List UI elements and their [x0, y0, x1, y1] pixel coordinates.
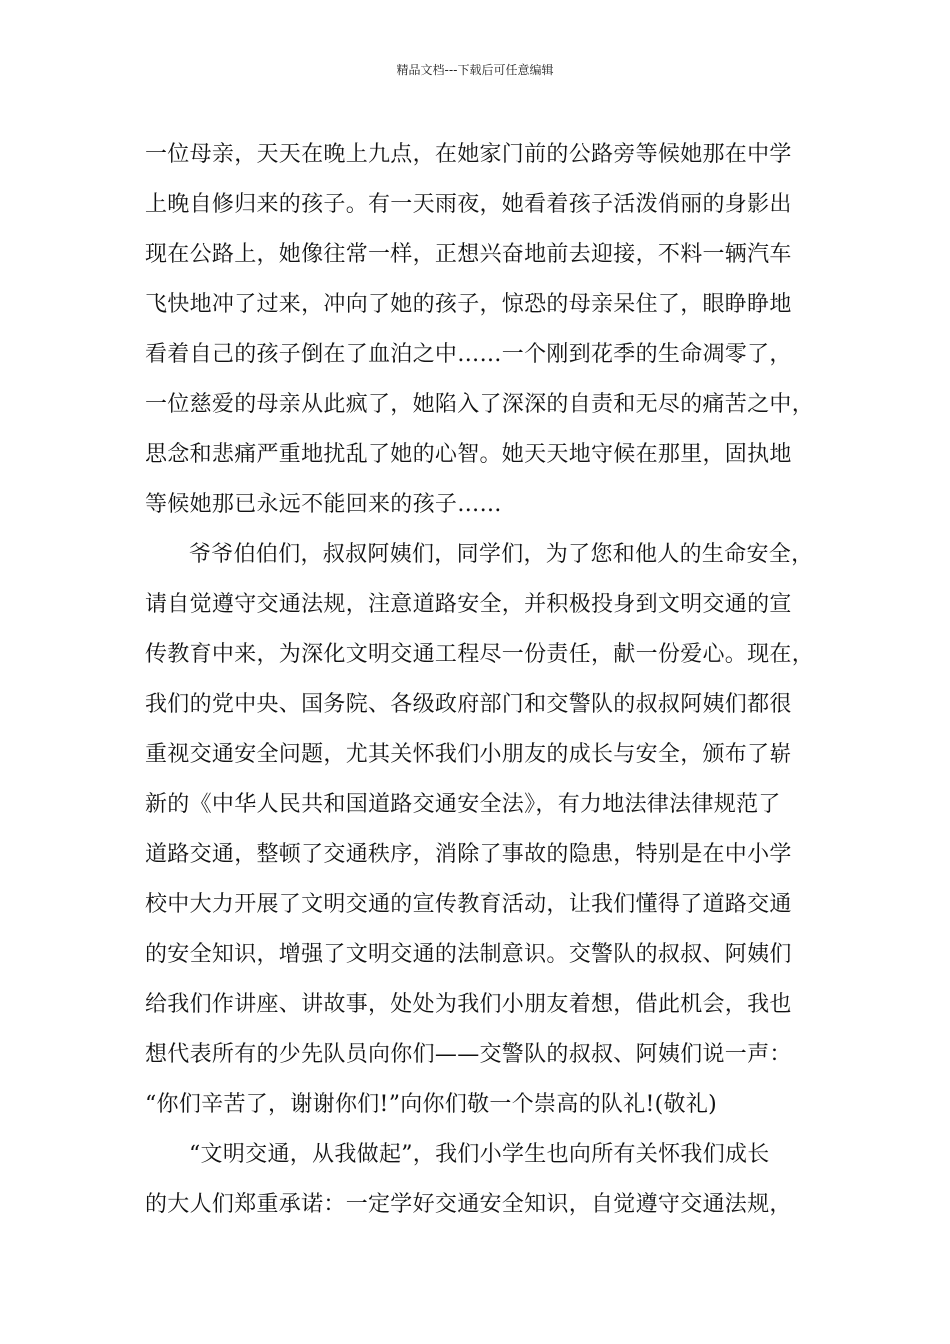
text-line: 重视交通安全问题，尤其关怀我们小朋友的成长与安全，颁布了崭	[145, 742, 792, 767]
text-line: 一位母亲，天天在晚上九点，在她家门前的公路旁等候她那在中学	[145, 142, 792, 167]
text-line: 请自觉遵守交通法规，注意道路安全，并积极投身到文明交通的宣	[145, 592, 792, 617]
text-line: 的安全知识，增强了文明交通的法制意识。交警队的叔叔、阿姨们	[145, 942, 792, 967]
text-line: 一位慈爱的母亲从此疯了，她陷入了深深的自责和无尽的痛苦之中，	[145, 392, 815, 417]
text-line: “你们辛苦了，谢谢你们!”向你们敬一个崇高的队礼!(敬礼)	[145, 1092, 718, 1117]
text-line: 校中大力开展了文明交通的宣传教育活动，让我们懂得了道路交通	[145, 892, 792, 917]
text-line: 等候她那已永远不能回来的孩子……	[145, 492, 502, 517]
text-line: 传教育中来，为深化文明交通工程尽一份责任，献一份爱心。现在，	[145, 642, 815, 667]
paragraph-start-line: “文明交通，从我做起”，我们小学生也向所有关怀我们成长	[189, 1142, 770, 1167]
text-line: 飞快地冲了过来，冲向了她的孩子，惊恐的母亲呆住了，眼睁睁地	[145, 292, 792, 317]
text-line: 上晚自修归来的孩子。有一天雨夜，她看着孩子活泼俏丽的身影出	[145, 192, 792, 217]
text-line: 现在公路上，她像往常一样，正想兴奋地前去迎接，不料一辆汽车	[145, 242, 792, 267]
body-text	[145, 130, 825, 1230]
text-line: 思念和悲痛严重地扰乱了她的心智。她天天地守候在那里，固执地	[145, 442, 792, 467]
text-line: 道路交通，整顿了交通秩序，消除了事故的隐患，特别是在中小学	[145, 842, 792, 867]
text-line: 想代表所有的少先队员向你们——交警队的叔叔、阿姨们说一声：	[145, 1042, 792, 1067]
paragraph-start-line: 爷爷伯伯们，叔叔阿姨们，同学们，为了您和他人的生命安全，	[189, 542, 814, 567]
text-line: 我们的党中央、国务院、各级政府部门和交警队的叔叔阿姨们都很	[145, 692, 792, 717]
page-header: 精品文档---下载后可任意编辑	[396, 63, 554, 77]
text-line: 新的《中华人民共和国道路交通安全法》，有力地法律法律规范了	[145, 792, 781, 817]
text-line: 看着自己的孩子倒在了血泊之中……一个刚到花季的生命凋零了，	[145, 342, 792, 367]
text-line: 的大人们郑重承诺：一定学好交通安全知识，自觉遵守交通法规，	[145, 1192, 792, 1217]
text-line: 给我们作讲座、讲故事，处处为我们小朋友着想，借此机会，我也	[145, 992, 792, 1017]
